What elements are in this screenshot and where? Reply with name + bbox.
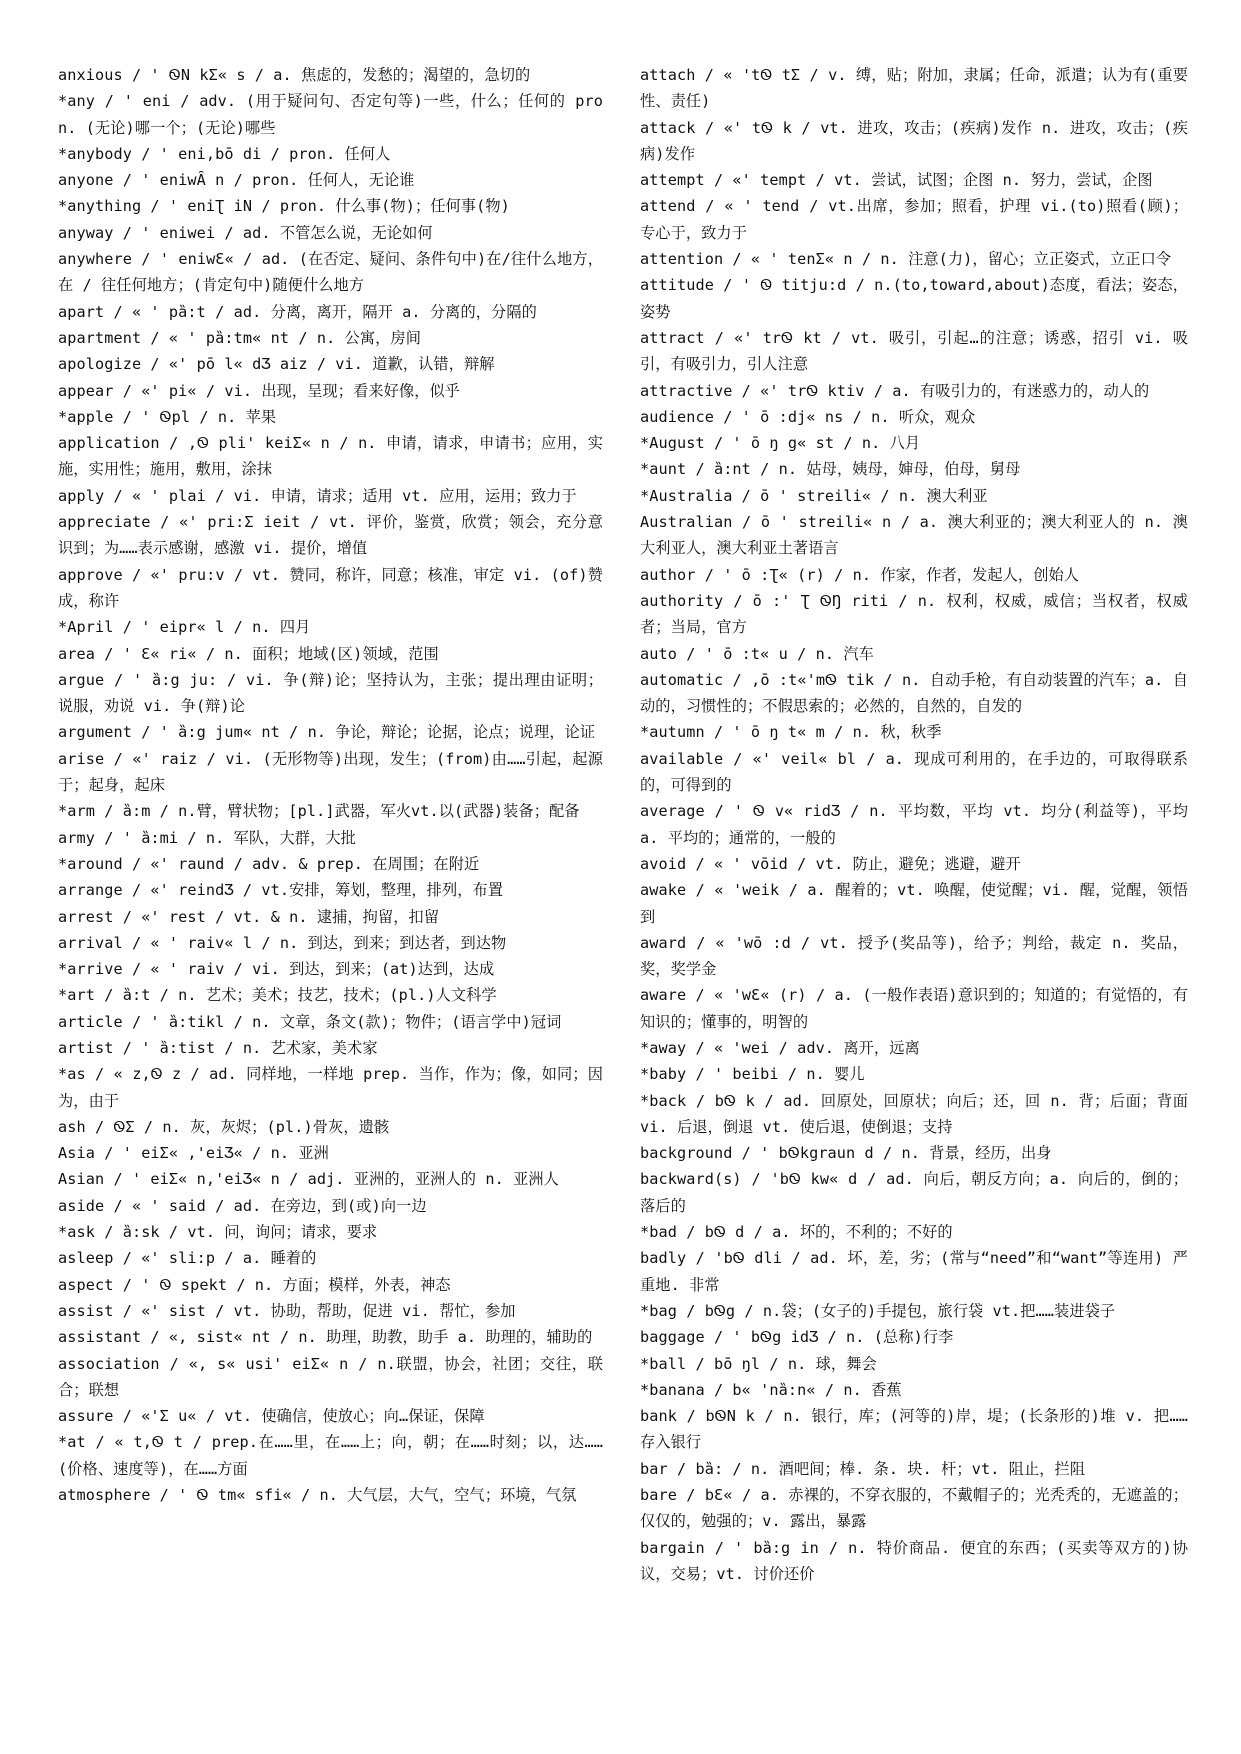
vocab-entry: *at / « t,Ꮻ t / prep.在……里，在……上；向，朝；在……时刻；以，达……(价格、速度等)，在……方面 — [58, 1433, 603, 1478]
vocab-entry: attack / «' tᏫ k / vt. 进攻，攻击；(疾病)发作 n. 进攻，攻击；(疾病)发作 — [640, 118, 1188, 163]
vocab-entry: auto / ' ō :t« u / n. 汽车 — [640, 644, 874, 663]
right-column — [640, 62, 1188, 1587]
vocab-entry: *apple / ' Ꮻpl / n. 苹果 — [58, 407, 277, 426]
vocab-entry: appreciate / «' pri:Ʃ ieit / vt. 评价，鉴赏，欣赏；领会，充分意识到；为……表示感谢，感激 vi. 提价，增值 — [58, 513, 603, 558]
vocab-entry: Asia / ' eiƩ« ,'eiƷ« / n. 亚洲 — [58, 1144, 329, 1163]
vocab-entry: awake / « 'weik / a. 醒着的；vt. 唤醒，使觉醒；vi. 醒，觉醒，领悟到 — [640, 881, 1188, 926]
vocab-entry: *any / ' eni / adv. (用于疑问句、否定句等)一些，什么；任何的 pron. (无论)哪一个；(无论)哪些 — [58, 92, 604, 137]
vocab-entry: atmosphere / ' Ꮻ tm« sfi« / n. 大气层，大气，空气；环境，气氛 — [58, 1486, 577, 1505]
vocab-entry: area / ' Ɛ« ri« / n. 面积；地域(区)领域，范围 — [58, 644, 439, 663]
vocab-entry: *autumn / ' ō ŋ t« m / n. 秋，秋季 — [640, 723, 942, 742]
vocab-entry: Asian / ' eiƩ« n,'eiƷ« n / adj. 亚洲的，亚洲人的 n. 亚洲人 — [58, 1170, 559, 1189]
vocab-entry: *back / bᏫ k / ad. 回原处，回原状；向后；还，回 n. 背；后面；背面 vi. 后退，倒退 vt. 使后退，使倒退；支持 — [640, 1091, 1188, 1136]
vocab-entry: backward(s) / 'bᏫ kw« d / ad. 向后，朝反方向；a. 向后的，倒的；落后的 — [640, 1170, 1188, 1215]
vocab-entry: aspect / ' Ꮻ spekt / n. 方面；模样，外表，神态 — [58, 1275, 451, 1294]
vocab-entry: apart / « ' pȁ:t / ad. 分离，离开，隔开 a. 分离的，分隔的 — [58, 302, 537, 321]
vocab-entry: application / ,Ꮻ pli' keiƩ« n / n. 申请，请求，申请书；应用，实施，实用性；施用，敷用，涂抹 — [58, 434, 603, 479]
vocab-entry: arise / «' raiz / vi. (无形物等)出现，发生；(from)由……引起，起源于；起身，起床 — [58, 749, 603, 795]
vocab-entry: authority / ō :' Ʈ ᏫŊ riti / n. 权利，权威，威信；当权者，权威者；当局，官方 — [640, 591, 1188, 637]
vocab-entry: average / ' Ꮻ v« ridƷ / n. 平均数，平均 vt. 均分(利益等)，平均 a. 平均的；通常的，一般的 — [640, 802, 1188, 847]
vocab-entry: assist / «' sist / vt. 协助，帮助，促进 vi. 帮忙，参加 — [58, 1301, 516, 1320]
vocab-entry: *ask / ȁ:sk / vt. 问，询问；请求，要求 — [58, 1223, 378, 1242]
vocab-entry: available / «' veil« bl / a. 现成可利用的，在手边的，可取得联系的，可得到的 — [640, 749, 1188, 795]
vocab-entry: *August / ' ō ŋ g« st / n. 八月 — [640, 434, 921, 453]
vocab-entry: bare / bƐ« / a. 赤裸的，不穿衣服的，不戴帽子的；光秃秃的，无遮盖的；仅仅的，勉强的；v. 露出，暴露 — [640, 1486, 1188, 1531]
vocab-entry: *around / «' raund / adv. & prep. 在周围；在附近 — [58, 854, 480, 873]
vocab-entry: *anybody / ' eni,bō di / pron. 任何人 — [58, 144, 391, 163]
vocab-entry: bar / bȁ: / n. 酒吧间；棒. 条. 块. 杆；vt. 阻止，拦阻 — [640, 1459, 1086, 1478]
vocab-entry: aside / « ' said / ad. 在旁边，到(或)向一边 — [58, 1196, 427, 1215]
vocab-entry: *arm / ȁ:m / n.臂，臂状物；[pl.]武器，军火vt.以(武器)装备；配备 — [58, 802, 580, 821]
vocab-entry: award / « 'wō :d / vt. 授予(奖品等)，给予；判给，裁定 n. 奖品，奖，奖学金 — [640, 933, 1188, 979]
vocab-entry: *as / « z,Ꮻ z / ad. 同样地，一样地 prep. 当作，作为；像，如同；因为，由于 — [58, 1065, 603, 1110]
vocab-entry: avoid / « ' vōid / vt. 防止，避免；逃避，避开 — [640, 854, 1021, 873]
vocab-entry: attract / «' trᏫ kt / vt. 吸引，引起…的注意；诱惑，招引 vi. 吸引，有吸引力，引人注意 — [640, 328, 1188, 374]
vocab-entry: apartment / « ' pȁ:tm« nt / n. 公寓，房间 — [58, 328, 421, 347]
vocab-entry: arrange / «' reindƷ / vt.安排，筹划，整理，排列，布置 — [58, 881, 504, 900]
vocab-entry: approve / «' pru:v / vt. 赞同，称许，同意；核准，审定 vi. (of)赞成，称许 — [58, 565, 603, 610]
vocab-entry: assistant / «, sist« nt / n. 助理，助教，助手 a. 助理的，辅助的 — [58, 1328, 593, 1347]
vocab-entry: *anything / ' eniƮ iN / pron. 什么事(物)；任何事(物) — [58, 197, 510, 216]
vocab-entry: anyway / ' eniwei / ad. 不管怎么说，无论如何 — [58, 223, 433, 242]
vocab-entry: anxious / ' ᏫN kƩ« s / a. 焦虑的，发愁的；渴望的，急切的 — [58, 66, 531, 84]
vocab-entry: *art / ȁ:t / n. 艺术；美术；技艺，技术；(pl.)人文科学 — [58, 986, 497, 1005]
vocab-entry: attention / « ' tenƩ« n / n. 注意(力)，留心；立正姿式，立正口令 — [640, 250, 1172, 269]
vocab-entry: *arrive / « ' raiv / vi. 到达，到来；(at)达到，达成 — [58, 960, 495, 979]
left-column — [58, 62, 603, 1508]
vocab-entry: attach / « 'tᏫ tƩ / v. 缚，贴；附加，隶属；任命，派遣；认为有(重要性、责任) — [640, 66, 1188, 111]
vocab-entry: *April / ' eipr« l / n. 四月 — [58, 618, 311, 637]
vocab-entry: aware / « 'wƐ« (r) / a. (一般作表语)意识到的；知道的；有觉悟的，有知识的；懂事的，明智的 — [640, 986, 1188, 1031]
vocab-entry: article / ' ȁ:tikl / n. 文章，条文(款)；物件；(语言学中)冠词 — [58, 1012, 562, 1031]
vocab-entry: automatic / ,ō :t«'mᏫ tik / n. 自动手枪，有自动装置的汽车；a. 自动的，习惯性的；不假思索的；必然的，自然的，自发的 — [640, 670, 1188, 716]
vocab-entry: author / ' ō :Ʈ« (r) / n. 作家，作者，发起人，创始人 — [640, 565, 1080, 584]
vocab-entry: *baby / ' beibi / n. 婴儿 — [640, 1065, 865, 1084]
vocab-entry: ash / ᏫƩ / n. 灰，灰烬；(pl.)骨灰，遗骸 — [58, 1117, 390, 1136]
vocab-entry: Australian / ō ' streili« n / a. 澳大利亚的；澳大利亚人的 n. 澳大利亚人，澳大利亚土著语言 — [640, 513, 1188, 558]
vocab-entry: attempt / «' tempt / vt. 尝试，试图；企图 n. 努力，尝试，企图 — [640, 171, 1153, 190]
vocab-entry: attitude / ' Ꮻ titju:d / n.(to,toward,about)态度，看法；姿态，姿势 — [640, 276, 1188, 321]
vocab-entry: *aunt / ȁ:nt / n. 姑母，姨母，婶母，伯母，舅母 — [640, 460, 1021, 479]
vocab-entry: assure / «'Ʃ u« / vt. 使确信，使放心；向…保证，保障 — [58, 1407, 485, 1426]
vocab-entry: *Australia / ō ' streili« / n. 澳大利亚 — [640, 486, 988, 505]
vocab-entry: *ball / bō ŋl / n. 球，舞会 — [640, 1354, 877, 1373]
vocab-entry: bargain / ' bȁ:g in / n. 特价商品. 便宜的东西；(买卖等双方的)协议，交易；vt. 讨价还价 — [640, 1538, 1188, 1583]
vocab-entry: apply / « ' plai / vi. 申请，请求；适用 vt. 应用，运用；致力于 — [58, 486, 577, 505]
vocab-entry: artist / ' ȁ:tist / n. 艺术家，美术家 — [58, 1038, 378, 1057]
vocab-entry: *bag / bᏫg / n.袋；(女子的)手提包，旅行袋 vt.把……装进袋子 — [640, 1301, 1116, 1320]
vocab-entry: association / «, s« usi' eiƩ« n / n.联盟，协会，社团；交往，联合；联想 — [58, 1354, 603, 1399]
vocab-entry: *bad / bᏫ d / a. 坏的，不利的；不好的 — [640, 1223, 953, 1242]
vocab-entry: arrest / «' rest / vt. & n. 逮捕，拘留，扣留 — [58, 907, 440, 926]
vocab-entry: baggage / ' bᏫg idƷ / n. (总称)行李 — [640, 1328, 954, 1347]
vocab-entry: anyone / ' eniwȂ n / pron. 任何人，无论谁 — [58, 171, 415, 190]
vocab-entry: audience / ' ō :dj« ns / n. 听众，观众 — [640, 407, 976, 426]
vocab-entry: attend / « ' tend / vt.出席，参加；照看，护理 vi.(to)照看(顾)；专心于，致力于 — [640, 197, 1188, 242]
vocab-entry: appear / «' pi« / vi. 出现，呈现；看来好像，似乎 — [58, 381, 461, 400]
vocab-entry: *banana / b« 'nȁ:n« / n. 香蕉 — [640, 1380, 902, 1399]
vocab-entry: argue / ' ȁ:g ju: / vi. 争(辩)论；坚持认为，主张；提出理由证明；说服，劝说 vi. 争(辩)论 — [58, 670, 603, 716]
vocab-entry: bank / bᏫN k / n. 银行，库；(河等的)岸，堤；(长条形的)堆 v. 把……存入银行 — [640, 1407, 1188, 1452]
vocab-entry: background / ' bᏫkgraun d / n. 背景，经历，出身 — [640, 1144, 1052, 1163]
vocab-entry: army / ' ȁ:mi / n. 军队，大群，大批 — [58, 828, 356, 847]
vocab-entry: asleep / «' sli:p / a. 睡着的 — [58, 1249, 317, 1268]
vocab-entry: arrival / « ' raiv« l / n. 到达，到来；到达者，到达物 — [58, 933, 507, 952]
vocab-entry: argument / ' ȁ:g jum« nt / n. 争论，辩论；论据，论点；说理，论证 — [58, 723, 596, 742]
vocab-entry: attractive / «' trᏫ ktiv / a. 有吸引力的，有迷惑力的，动人的 — [640, 381, 1150, 400]
vocab-entry: badly / 'bᏫ dli / ad. 坏，差，劣；(常与“need”和“want”等连用) 严重地. 非常 — [640, 1249, 1188, 1294]
vocab-entry: apologize / «' pō l« dƷ aiz / vi. 道歉，认错，辩解 — [58, 355, 495, 374]
vocab-entry: *away / « 'wei / adv. 离开，远离 — [640, 1038, 920, 1057]
vocab-entry: anywhere / ' eniwƐ« / ad. (在否定、疑问、条件句中)在/往什么地方，在 / 往任何地方；(肯定句中)随便什么地方 — [58, 250, 603, 295]
